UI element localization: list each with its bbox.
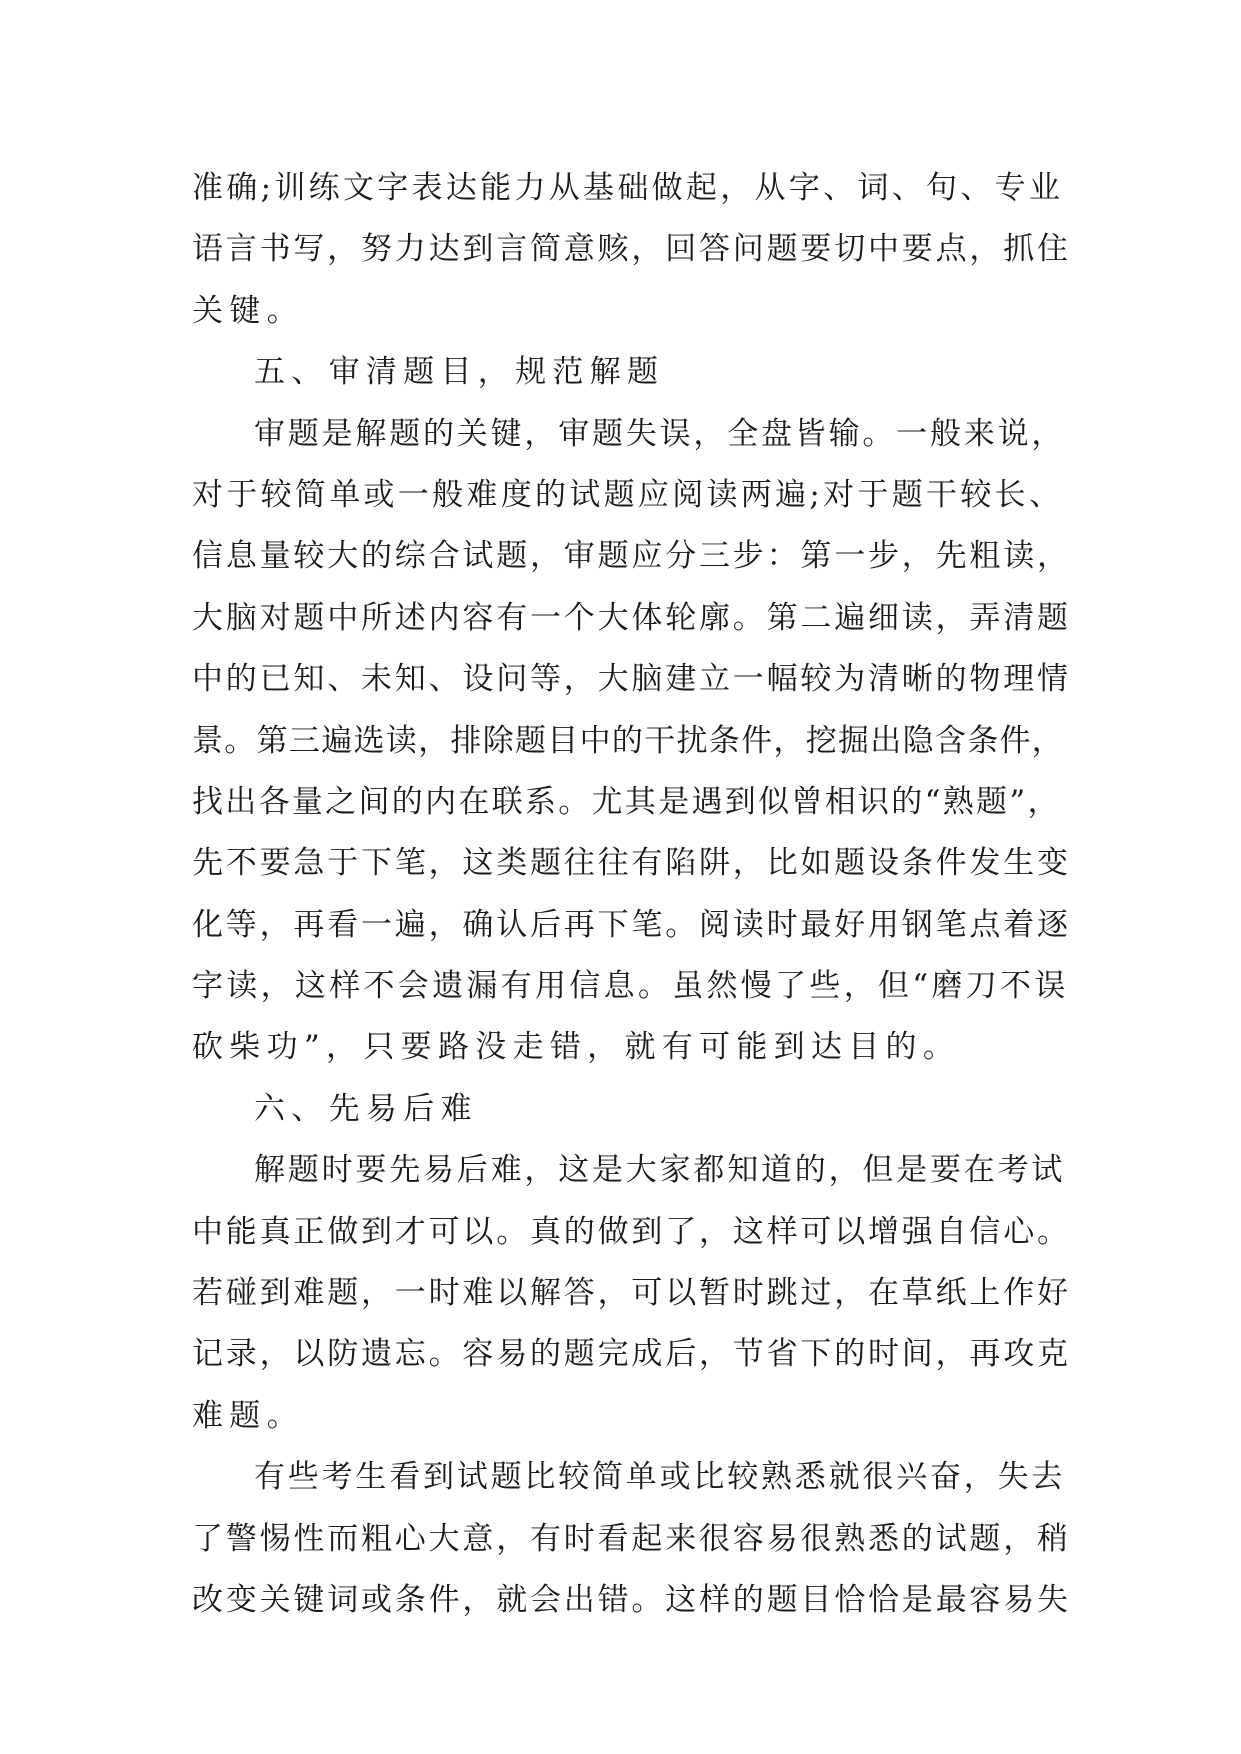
text-line: 记录，以防遗忘。容易的题完成后，节省下的时间，再攻克 (192, 1336, 1071, 1373)
text-line: 找出各量之间的内在联系。尤其是遇到似曾相识的“熟题”， (192, 783, 1061, 820)
text-line: 中的已知、未知、设问等，大脑建立一幅较为清晰的物理情 (192, 661, 1071, 698)
text-line: 中能真正做到才可以。真的做到了，这样可以增强自信心。 (192, 1213, 1071, 1250)
section-heading: 五、审清题目，规范解题 (254, 354, 665, 391)
text-line: 了警惕性而粗心大意，有时看起来很容易很熟悉的试题，稍 (192, 1520, 1071, 1557)
text-line: 关键。 (192, 292, 304, 329)
text-line: 信息量较大的综合试题，审题应分三步：第一步，先粗读， (192, 538, 1071, 575)
text-line: 化等，再看一遍，确认后再下笔。阅读时最好用钢笔点着逐 (192, 906, 1071, 943)
text-line: 有些考生看到试题比较简单或比较熟悉就很兴奋，失去 (254, 1459, 1066, 1496)
text-line: 字读，这样不会遗漏有用信息。虽然慢了些，但“磨刀不误 (192, 968, 1069, 1005)
text-line: 若碰到难题，一时难以解答，可以暂时跳过，在草纸上作好 (192, 1275, 1071, 1312)
text-line: 难题。 (192, 1397, 304, 1434)
text-line: 准确;训练文字表达能力从基础做起，从字、词、句、专业 (192, 170, 1064, 206)
document-body (192, 158, 1072, 1631)
text-line: 解题时要先易后难，这是大家都知道的，但是要在考试 (254, 1152, 1066, 1189)
text-line: 对于较简单或一般难度的试题应阅读两遍;对于题干较长、 (192, 476, 1064, 513)
text-line: 语言书写，努力达到言简意赅，回答问题要切中要点，抓住 (192, 231, 1071, 268)
text-line: 景。第三遍选读，排除题目中的干扰条件，挖掘出隐含条件， (192, 722, 1065, 759)
text-line: 大脑对题中所述内容有一个大体轮廓。第二遍细读，弄清题 (192, 599, 1071, 636)
text-line: 砍柴功”，只要路没走错，就有可能到达目的。 (192, 1029, 961, 1066)
text-line: 先不要急于下笔，这类题往往有陷阱，比如题设条件发生变 (192, 845, 1071, 882)
text-line: 改变关键词或条件，就会出错。这样的题目恰恰是最容易失 (192, 1581, 1071, 1618)
section-heading: 六、先易后难 (254, 1090, 478, 1127)
text-line: 审题是解题的关键，审题失误，全盘皆输。一般来说， (254, 415, 1066, 452)
